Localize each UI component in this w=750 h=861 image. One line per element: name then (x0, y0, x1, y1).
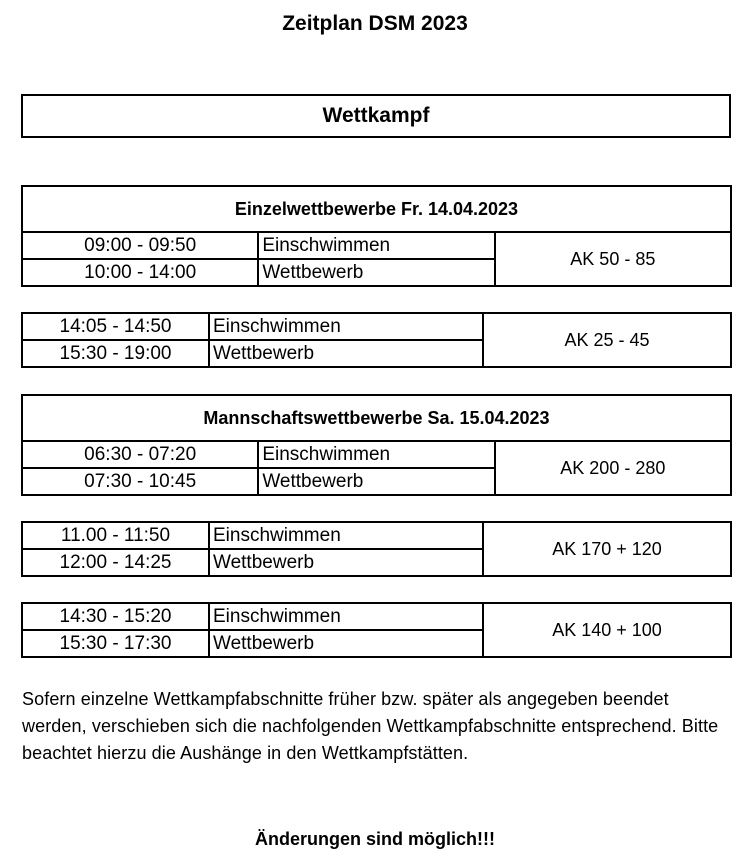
time-cell: 14:05 - 14:50 (22, 313, 209, 340)
activity-cell: Einschwimmen (209, 603, 483, 630)
schedule-table-day1-block2 (21, 312, 732, 368)
activity-cell: Wettbewerb (258, 259, 494, 286)
age-class-cell: AK 25 - 45 (483, 313, 731, 367)
activity-cell: Einschwimmen (258, 441, 494, 468)
age-class-cell: AK 200 - 280 (495, 441, 731, 495)
activity-cell: Einschwimmen (258, 232, 494, 259)
table-row (22, 603, 731, 630)
time-cell: 11.00 - 11:50 (22, 522, 209, 549)
page-title: Zeitplan DSM 2023 (282, 12, 468, 35)
table-row (22, 522, 731, 549)
day1-header: Einzelwettbewerbe Fr. 14.04.2023 (22, 186, 731, 232)
activity-cell: Einschwimmen (209, 313, 483, 340)
activity-cell: Wettbewerb (209, 340, 483, 367)
table-row (22, 313, 731, 340)
table-header-row (22, 395, 731, 441)
activity-cell: Wettbewerb (209, 549, 483, 576)
table-row (22, 441, 731, 468)
time-cell: 06:30 - 07:20 (22, 441, 258, 468)
time-cell: 15:30 - 19:00 (22, 340, 209, 367)
age-class-cell: AK 140 + 100 (483, 603, 731, 657)
schedule-note: Sofern einzelne Wettkampfabschnitte früher bzw. später als angegeben beendet werden, verschieben sich die nachfolgenden Wettkampfabschnitte entsprechend. Bitte beachtet hierzu die Aushänge in den Wettkampfstätten. (22, 689, 719, 763)
schedule-table-day2-block2 (21, 521, 732, 577)
time-cell: 12:00 - 14:25 (22, 549, 209, 576)
day2-header: Mannschaftswettbewerbe Sa. 15.04.2023 (22, 395, 731, 441)
changes-notice: Änderungen sind möglich!!! (255, 829, 495, 849)
time-cell: 10:00 - 14:00 (22, 259, 258, 286)
time-cell: 07:30 - 10:45 (22, 468, 258, 495)
age-class-cell: AK 170 + 120 (483, 522, 731, 576)
time-cell: 09:00 - 09:50 (22, 232, 258, 259)
time-cell: 14:30 - 15:20 (22, 603, 209, 630)
schedule-table-day2-block1 (21, 394, 732, 496)
activity-cell: Wettbewerb (209, 630, 483, 657)
table-header-row (22, 186, 731, 232)
section-heading: Wettkampf (21, 94, 731, 138)
table-row (22, 232, 731, 259)
age-class-cell: AK 50 - 85 (495, 232, 731, 286)
time-cell: 15:30 - 17:30 (22, 630, 209, 657)
schedule-table-day2-block3 (21, 602, 732, 658)
schedule-table-day1-block1 (21, 185, 732, 287)
activity-cell: Einschwimmen (209, 522, 483, 549)
activity-cell: Wettbewerb (258, 468, 494, 495)
